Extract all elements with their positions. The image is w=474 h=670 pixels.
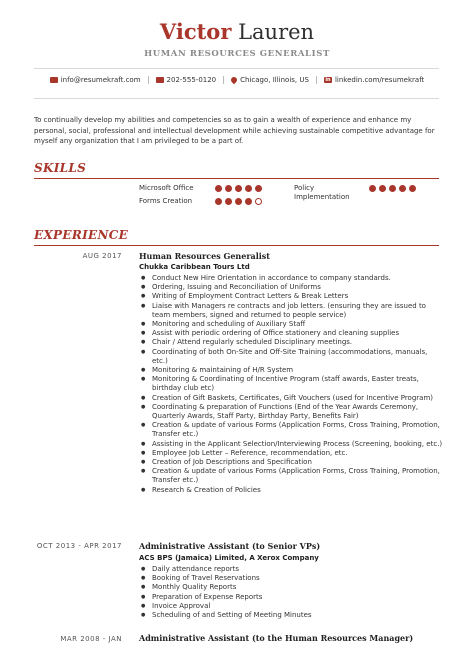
- contact-bar: [0, 76, 474, 84]
- phone-icon: [156, 77, 164, 83]
- company-name: ACS BPS (Jamaica) Limited, A Xerox Company: [139, 554, 319, 562]
- skill-rating: [215, 185, 265, 192]
- rating-dot-filled: [379, 185, 386, 192]
- bullet-item: ● Ordering, Issuing and Reconciliation of Uniforms: [139, 283, 444, 292]
- job-headline: HUMAN RESOURCES GENERALIST: [144, 49, 330, 59]
- rating-dot-filled: [245, 185, 252, 192]
- linkedin-text[interactable]: linkedin.com/resumekraft: [334, 76, 425, 84]
- rating-dot-empty: [255, 198, 262, 205]
- bullet-item: ● Creation & update of various Forms (Application Forms, Cross Training, Promotion, Transfer etc.): [139, 421, 444, 439]
- contact-separator: [316, 76, 317, 84]
- envelope-icon: [50, 77, 58, 83]
- bullet-item: ● Daily attendance reports: [139, 565, 444, 574]
- bullet-item: ● Creation of Job Descriptions and Specification: [139, 458, 444, 467]
- bullet-item: ● Creation of Gift Baskets, Certificates, Gift Vouchers (used for Incentive Program): [139, 394, 444, 403]
- location-text: Chicago, Illinois, US: [240, 76, 309, 84]
- bullet-item: ● Scheduling of and Setting of Meeting Minutes: [139, 611, 444, 620]
- bullet-item: ● Writing of Employment Contract Letters & Break Letters: [139, 292, 444, 301]
- contact-location: [231, 76, 309, 84]
- bullet-item: ● Coordinating of both On-Site and Off-Site Training (accommodations, manuals, etc.): [139, 348, 444, 366]
- bullet-item: ● Research & Creation of Policies: [139, 486, 444, 495]
- contact-email[interactable]: [50, 76, 141, 84]
- skills-rule: [34, 178, 439, 179]
- rating-dot-filled: [389, 185, 396, 192]
- bullet-item: ● Booking of Travel Reservations: [139, 574, 444, 583]
- job-title: Human Resources Generalist: [139, 251, 270, 261]
- first-name: Victor: [159, 19, 232, 44]
- bullet-item: ● Monitoring and scheduling of Auxiliary Staff: [139, 320, 444, 329]
- last-name: Lauren: [238, 20, 315, 44]
- rating-dot-filled: [399, 185, 406, 192]
- rating-dot-filled: [235, 198, 242, 205]
- rating-dot-filled: [225, 185, 232, 192]
- bullet-item: ● Creation & update of various Forms (Application Forms, Cross Training, Promotion, Transfer etc.): [139, 467, 444, 485]
- contact-phone[interactable]: [156, 76, 217, 84]
- skill-name: Forms Creation: [139, 197, 193, 205]
- bullet-item: ● Monitoring & maintaining of H/R System: [139, 366, 444, 375]
- bullet-item: ● Preparation of Expense Reports: [139, 593, 444, 602]
- contact-separator: [148, 76, 149, 84]
- bullet-item: ● Conduct New Hire Orientation in accordance to company standards.: [139, 274, 444, 283]
- candidate-name: [0, 20, 474, 44]
- company-name: Chukka Caribbean Tours Ltd: [139, 263, 250, 271]
- phone-text[interactable]: 202-555-0120: [166, 76, 217, 84]
- bullet-item: ● Employee Job Letter – Reference, recommendation, etc.: [139, 449, 444, 458]
- objective-summary: To continually develop my abilities and competencies so as to gain a wealth of experience and enhance my personal, social, professional and intellectual development while achieving sustainable competitive advantage for myself any organization that I am privileged to be a part of.: [34, 116, 435, 145]
- bullet-item: ● Liaise with Managers re contracts and job letters. (ensuring they are issued to team members, signed and returned to people service): [139, 302, 444, 320]
- bullet-item: ● Monthly Quality Reports: [139, 583, 444, 592]
- contact-linkedin[interactable]: [324, 76, 424, 84]
- bullet-item: ● Coordinating & preparation of Functions (End of the Year Awards Ceremony, Quarterly Awards, Staff Party, Birthday Party, Benefits Fair): [139, 403, 444, 421]
- experience-rule: [34, 245, 439, 246]
- job-title: Administrative Assistant (to the Human Resources Manager): [139, 633, 414, 643]
- rating-dot-filled: [225, 198, 232, 205]
- rating-dot-filled: [255, 185, 262, 192]
- rating-dot-filled: [245, 198, 252, 205]
- skill-rating: [215, 198, 265, 205]
- bullet-item: ● Invoice Approval: [139, 602, 444, 611]
- header-divider-top: [34, 68, 439, 69]
- linkedin-icon: in: [325, 77, 331, 83]
- contact-separator: [223, 76, 224, 84]
- bullet-item: ● Chair / Attend regularly scheduled Disciplinary meetings.: [139, 338, 444, 347]
- rating-dot-filled: [235, 185, 242, 192]
- experience-heading: EXPERIENCE: [34, 228, 129, 242]
- rating-dot-filled: [215, 185, 222, 192]
- skill-rating: [369, 185, 419, 192]
- bullet-item: ● Assist with periodic ordering of Office stationery and cleaning supplies: [139, 329, 444, 338]
- location-pin-icon: [230, 76, 238, 84]
- job-date: MAR 2008 - JAN: [60, 635, 122, 643]
- bullet-item: ● Monitoring & Coordinating of Incentive Program (staff awards, Easter treats, birthday club etc): [139, 375, 444, 393]
- job-date: OCT 2013 - APR 2017: [36, 542, 122, 550]
- skill-name: Policy Implementation: [294, 184, 350, 201]
- email-text[interactable]: info@resumekraft.com: [60, 76, 141, 84]
- skills-heading: SKILLS: [34, 161, 87, 175]
- job-bullets: [139, 274, 444, 495]
- rating-dot-filled: [369, 185, 376, 192]
- job-title: Administrative Assistant (to Senior VPs): [139, 541, 321, 551]
- skill-name: Microsoft Office: [139, 184, 194, 192]
- bullet-item: ● Assisting in the Applicant Selection/Interviewing Process (Screening, booking, etc.): [139, 440, 444, 449]
- rating-dot-filled: [409, 185, 416, 192]
- job-date: AUG 2017: [82, 252, 122, 260]
- job-bullets: [139, 565, 444, 620]
- rating-dot-filled: [215, 198, 222, 205]
- header-divider-bottom: [34, 98, 439, 99]
